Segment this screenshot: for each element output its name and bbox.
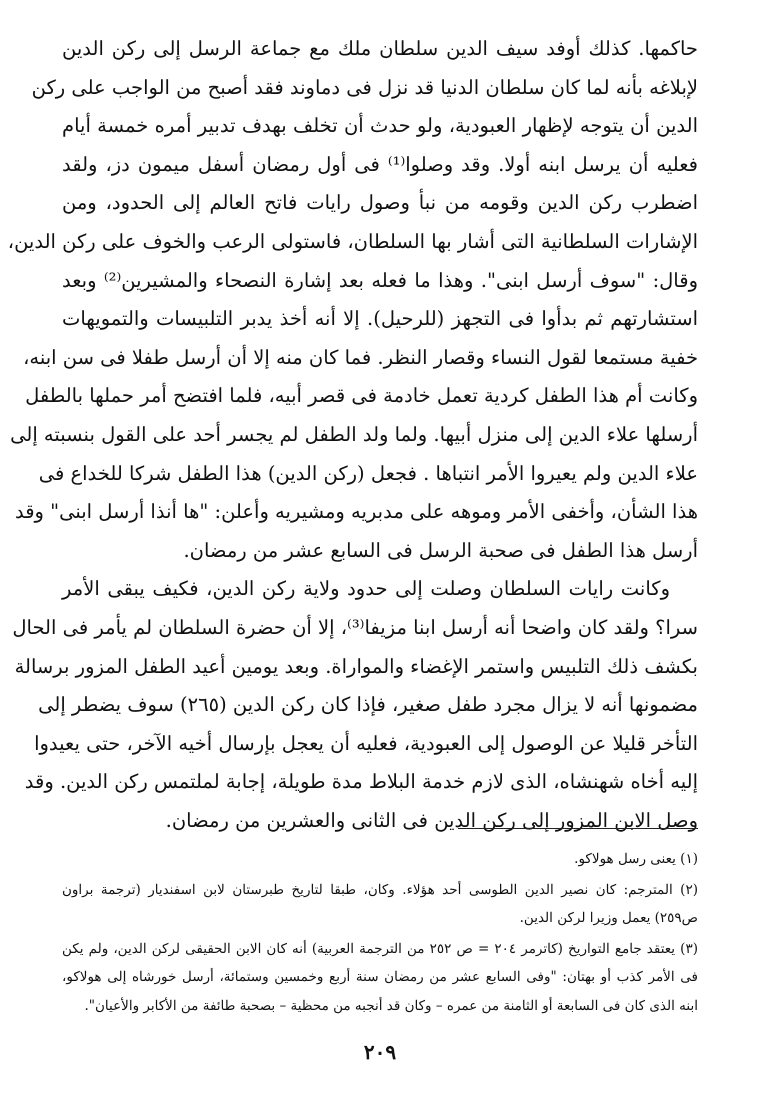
text-line: لإبلاغه بأنه لما كان سلطان الدنيا قد نزل فى دماوند فقد أصبح من الواجب على ركن: [31, 75, 698, 99]
footnote-line: ابنه الذى كان فى السابعة أو الثامنة من عمره – وكان قد أنجبه من محظية – بصحبة طائفة من الأكابر والأعيان".: [84, 997, 698, 1014]
text-line: اضطرب ركن الدين وقومه من نبأ وصول رايات فاتح العالم إلى الحدود، ومن: [62, 191, 698, 215]
text-line: بكشف ذلك التلبيس واستمر الإغضاء والمواراة. وبعد يومين أعيد الطفل المزور برسالة: [14, 654, 698, 678]
text-line: أرسلها علاء الدين إلى منزل أبيها. ولما ولد الطفل لم يجسر أحد على القول بنسبته إلى: [10, 422, 698, 446]
footnote-line: فى الأمر كذب أو بهتان: "وفى السابع عشر من رمضان سنة أربع وخمسين وستمائة، أرسل خورشاه إلى هولاكو،: [62, 969, 698, 985]
text-line: إليه أخاه شهنشاه، الذى لازم خدمة البلاط مدة طويلة، إجابة لملتمس ركن الدين. وقد: [24, 770, 698, 794]
footnote: [62, 876, 698, 933]
footnote-line: ص٢٥٩) يعمل وزيرا لركن الدين.: [519, 910, 698, 926]
footnote-line: (٣) يعتقد جامع التواريخ (كاترمر ٢٠٤ = ص ٢٥٢ من الترجمة العربية) أنه كان الابن الحقيقى لركن الدين، ولم يكن: [62, 940, 698, 957]
document-page: [7, 30, 698, 1080]
footnote: [62, 845, 698, 874]
paragraph-2: [12, 570, 698, 840]
text-line: وكانت رايات السلطان وصلت إلى حدود ولاية ركن الدين، فكيف يبقى الأمر: [62, 577, 670, 601]
text-line: وصل الابن المزور إلى ركن الدين فى الثانى والعشرين من رمضان.: [165, 808, 698, 832]
footnote-separator: [458, 828, 698, 829]
text-line: هذا الشأن، وأخفى الأمر وموهه على مدبريه ومشيريه وأعلن: "ها أنذا أرسل ابنى" وقد: [14, 500, 698, 524]
text-line: وقال: "سوف أرسل ابنى". وهذا ما فعله بعد إشارة النصحاء والمشيرين⁽²⁾ وبعد: [62, 268, 698, 292]
text-line: وكانت أم هذا الطفل كردية تعمل خادمة فى قصر أبيه، فلما افتضح أمر حملها بالطفل: [25, 384, 698, 408]
text-line: الدين أن يتوجه لإظهار العبودية، ولو حدث أن تخلف بهدف تدبير أمره خمسة أيام: [62, 114, 698, 138]
text-line: علاء الدين ولم يعيروا الأمر انتباها . فجعل (ركن الدين) هذا الطفل شركا للخداع فى: [38, 461, 698, 485]
text-line: استشارتهم ثم بدأوا فى التجهز (للرحيل). إلا أنه أخذ يدبر التلبيسات والتمويهات: [62, 307, 698, 331]
text-line: حاكمها. كذلك أوفد سيف الدين سلطان ملك مع جماعة الرسل إلى ركن الدين: [62, 37, 698, 60]
text-line: التأخر قليلا عن الوصول إلى العبودية، فعليه أن يعجل بإرسال أخيه الآخر، حتى يعيدوا: [34, 731, 698, 755]
footnote-line: (١) يعنى رسل هولاكو.: [574, 851, 698, 867]
text-line: سرا؟ ولقد كان واضحا أنه أرسل ابنا مزيفا⁽³⁾، إلا أن حضرة السلطان لم يأمر فى الحال: [12, 615, 698, 639]
text-line: مضمونها أنه لا يزال مجرد طفل صغير، فإذا كان ركن الدين (٢٦٥) سوف يضطر إلى: [38, 693, 698, 717]
text-line: فعليه أن يرسل ابنه أولا. وقد وصلوا⁽¹⁾ فى أول رمضان أسفل ميمون دز، ولقد: [62, 152, 698, 176]
footnote: [62, 935, 698, 1021]
text-line: أرسل هذا الطفل فى صحبة الرسل فى السابع عشر من رمضان.: [183, 538, 698, 562]
page-number: ٢٠٩: [363, 1040, 397, 1064]
text-line: الإشارات السلطانية التى أشار بها السلطان، فاستولى الرعب والخوف على ركن الدين،: [7, 229, 698, 253]
text-line: خفية مستمعا لقول النساء وقصار النظر. فما كان منه إلا أن أرسل طفلا فى سن ابنه،: [23, 345, 698, 369]
main-text: [7, 30, 698, 840]
paragraph-1: [7, 30, 698, 570]
footnote-line: (٢) المترجم: كان نصير الدين الطوسى أحد هؤلاء. وكان، طبقا لتاريخ طبرستان لابن اسفنديار (ترجمة براون: [62, 881, 698, 898]
footnotes: [62, 845, 698, 1022]
